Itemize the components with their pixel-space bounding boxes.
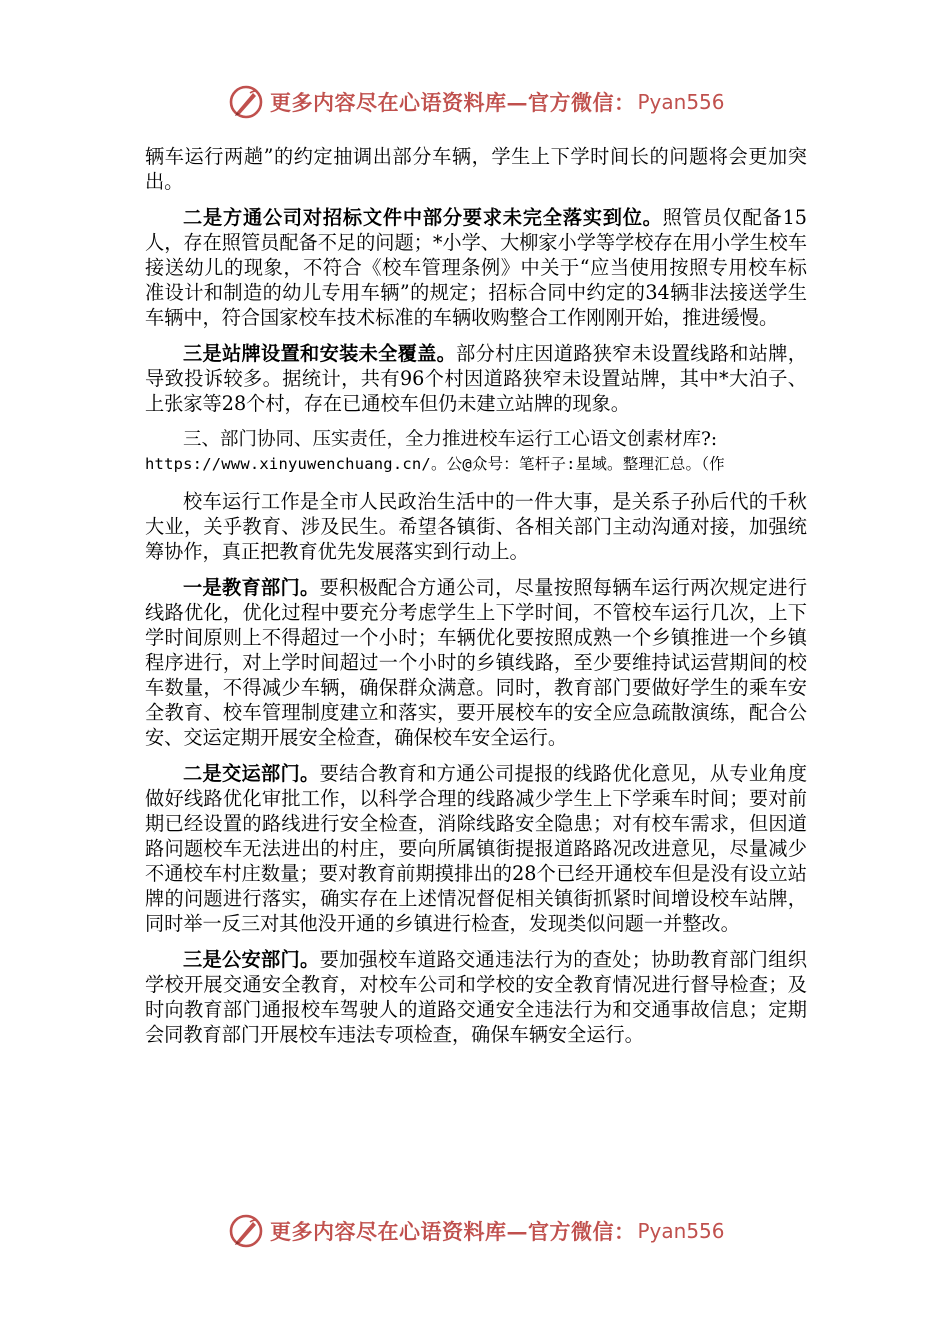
paragraph-body: 部分村庄因道路狭窄未设置线路和站牌，导致投诉较多。据统计，共有96个村因道路狭窄未设置站牌，其中*大泊子、上张家等28个村，存在已通校车但仍未建立站牌的现象。 <box>145 342 807 415</box>
footer-banner <box>228 1211 725 1251</box>
paragraph-body: 要加强校车道路交通违法行为的查处；协助教育部门组织学校开展交通安全教育，对校车公司和学校的安全教育情况进行督导检查；及时向教育部门通报校车驾驶人的道路交通安全违法行为和交通事故信息；定期会同教育部门开展校车违法专项检查，确保车辆安全运行。 <box>145 948 808 1046</box>
paragraph-continued: 辆车运行两趟”的约定抽调出部分车辆，学生上下学时间长的问题将会更加突出。 <box>145 145 807 193</box>
document-body <box>145 144 807 1058</box>
banner-wechat-id: Pyan556 <box>637 1219 725 1243</box>
paragraph-lead: 三是公安部门。 <box>183 948 320 971</box>
banner-brand-text: 更多内容尽在心语资料库—官方微信： <box>270 90 636 115</box>
paragraph-lead: 二是方通公司对招标文件中部分要求未完全落实到位。 <box>183 206 663 229</box>
banner-brand-text: 更多内容尽在心语资料库—官方微信： <box>270 1219 636 1244</box>
watermark-url-line: https://www.xinyuwenchuang.cn/。公@众号：笔杆子:星域。整理汇总。（作 <box>145 455 725 473</box>
paragraph-body: 要积极配合方通公司，尽量按照每辆车运行两次规定进行线路优化，优化过程中要充分考虑学生上下学时间，不管校车运行几次，上下学时间原则上不得超过一个小时；车辆优化要按照成熟一个乡镇推进一个乡镇程序进行，对上学时间超过一个小时的乡镇线路，至少要维持试运营期间的校车数量，不得减少车辆，确保群众满意。同时，教育部门要做好学生的乘车安全教育、校车管理制度建立和落实，要开展校车的安全应急疏散演练，配合公安、交运定期开展安全检查，确保校车安全运行。 <box>145 576 808 749</box>
paragraph-lead: 二是交运部门。 <box>183 762 320 785</box>
paragraph-intro: 校车运行工作是全市人民政治生活中的一件大事，是关系子孙后代的千秋大业，关乎教育、涉及民生。希望各镇街、各相关部门主动沟通对接，加强统筹协作，真正把教育优先发展落实到行动上。 <box>145 490 807 563</box>
paragraph-lead: 三是站牌设置和安装未全覆盖。 <box>183 342 457 365</box>
paragraph-body: 照管员仅配备15人，存在照管员配备不足的问题；*小学、大柳家小学等学校存在用小学生校车接送幼儿的现象，不符合《校车管理条例》中关于“应当使用按照专用校车标准设计和制造的幼儿专用车辆”的规定；招标合同中约定的34辆非法接送学生车辆中，符合国家校车技术标准的车辆收购整合工作刚刚开始，推进缓慢。 <box>145 206 808 329</box>
paragraph-education <box>145 575 807 750</box>
banner-wechat-id: Pyan556 <box>637 90 725 114</box>
paragraph-lead: 一是教育部门。 <box>183 576 320 599</box>
paragraph-body: 要结合教育和方通公司提报的线路优化意见，从专业角度做好线路优化审批工作，以科学合理的线路减少学生上下学乘车时间；要对前期已经设置的路线进行安全检查，消除线路安全隐患；对有校车需求，但因道路问题校车无法进出的村庄，要向所属镇街提报道路路况改进意见，尽量减少不通校车村庄数量；要对教育前期摸排出的28个已经开通校车但是没有设立站牌的问题进行落实，确实存在上述情况督促相关镇街抓紧时间增设校车站牌，同时举一反三对其他没开通的乡镇进行检查，发现类似问题一并整改。 <box>145 762 808 935</box>
header-banner <box>228 82 725 122</box>
paragraph-item-three <box>145 341 807 416</box>
paragraph-item-two <box>145 205 807 330</box>
pen-logo-icon <box>228 1213 264 1249</box>
section-heading-three <box>145 427 807 477</box>
section-heading-line: 三、部门协同、压实责任，全力推进校车运行工心语文创素材库?: <box>183 429 718 450</box>
paragraph-transport <box>145 761 807 936</box>
paragraph-police <box>145 947 807 1047</box>
pen-logo-icon <box>228 84 264 120</box>
